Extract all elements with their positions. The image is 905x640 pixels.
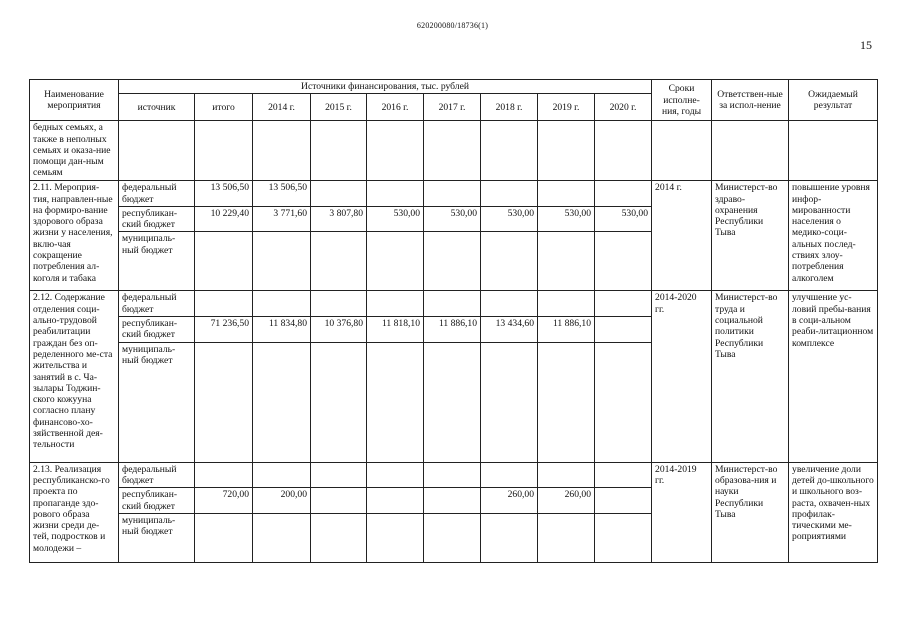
value-2017 (424, 462, 481, 488)
source-label: федеральный бюджет (119, 291, 195, 317)
measure-result: улучшение ус-ловий пребы-вания в соци-альном реаби-литационном комплексе (789, 291, 878, 462)
source-label: муниципаль-ный бюджет (119, 232, 195, 291)
value-2017: 11 886,10 (424, 317, 481, 343)
financing-table (29, 79, 878, 563)
measure-name: 2.12. Содержание отделения соци-ально-трудовой реабилитации граждан без оп-ределенного ме-ста жительства и занятий в с. Ча-зылары Тоджин-ского кожууна согласно плану финансово-хо-зяйственной дея-тельности (30, 291, 119, 462)
header-source: источник (119, 94, 195, 121)
value-2020 (595, 181, 652, 207)
value-2014: 11 834,80 (253, 317, 311, 343)
measure-responsible: Министерст-во труда и социальной политики Республики Тыва (712, 291, 789, 462)
value-2015: 10 376,80 (311, 317, 367, 343)
measure-term: 2014 г. (652, 181, 712, 291)
value-2017 (424, 181, 481, 207)
value-2015 (311, 232, 367, 291)
value-2014: 13 506,50 (253, 181, 311, 207)
value-2019 (538, 462, 595, 488)
value-2014 (253, 232, 311, 291)
header-result: Ожидаемый результат (789, 80, 878, 121)
value-2015 (311, 181, 367, 207)
value-2017 (424, 342, 481, 462)
value-2017 (424, 232, 481, 291)
value-2014 (253, 342, 311, 462)
measure-term: 2014-2020 гг. (652, 291, 712, 462)
measure-result: повышение уровня инфор-мированности населения о медико-соци-альных послед-ствиях злоу-потребления алкоголем (789, 181, 878, 291)
value-2019: 260,00 (538, 488, 595, 514)
value-2017 (424, 513, 481, 562)
header-year: 2019 г. (538, 94, 595, 121)
value-2014 (253, 291, 311, 317)
empty-cell (119, 121, 195, 181)
header-total: итого (195, 94, 253, 121)
empty-cell (538, 121, 595, 181)
value-2019: 11 886,10 (538, 317, 595, 343)
source-label: федеральный бюджет (119, 462, 195, 488)
table-row (30, 181, 878, 207)
value-2019: 530,00 (538, 206, 595, 232)
header-responsible: Ответствен-ные за испол-нение (712, 80, 789, 121)
value-2014 (253, 462, 311, 488)
value-total: 13 506,50 (195, 181, 253, 207)
empty-cell (424, 121, 481, 181)
value-2018: 530,00 (481, 206, 538, 232)
value-total (195, 232, 253, 291)
value-2014: 200,00 (253, 488, 311, 514)
table-row (30, 462, 878, 488)
value-total: 71 236,50 (195, 317, 253, 343)
header-financing: Источники финансирования, тыс. рублей (119, 80, 652, 94)
continuation-text: бедных семьях, а также в неполных семьях и оказа-ние помощи дан-ным семьям (30, 121, 119, 181)
value-2020 (595, 291, 652, 317)
header-term: Сроки исполне-ния, годы (652, 80, 712, 121)
value-2019 (538, 342, 595, 462)
value-total: 10 229,40 (195, 206, 253, 232)
measure-name: 2.11. Мероприя-тия, направлен-ные на формиро-вание здорового образа жизни у населения, вклю-чая сокращение потребления ал-коголя и табака (30, 181, 119, 291)
value-2019 (538, 291, 595, 317)
value-2016 (367, 488, 424, 514)
value-2014 (253, 513, 311, 562)
value-total (195, 462, 253, 488)
value-2018: 260,00 (481, 488, 538, 514)
value-2017 (424, 488, 481, 514)
empty-cell (311, 121, 367, 181)
empty-cell (367, 121, 424, 181)
value-2015 (311, 291, 367, 317)
measure-term: 2014-2019 гг. (652, 462, 712, 562)
source-label: муниципаль-ный бюджет (119, 342, 195, 462)
header-year: 2018 г. (481, 94, 538, 121)
header-year: 2017 г. (424, 94, 481, 121)
document-id: 620200080/18736(1) (416, 21, 489, 30)
value-2017: 530,00 (424, 206, 481, 232)
value-2020 (595, 342, 652, 462)
value-2014: 3 771,60 (253, 206, 311, 232)
value-2019 (538, 181, 595, 207)
value-2015 (311, 462, 367, 488)
continuation-row (30, 121, 878, 181)
value-2016 (367, 513, 424, 562)
value-2020 (595, 488, 652, 514)
source-label: федеральный бюджет (119, 181, 195, 207)
value-2016: 11 818,10 (367, 317, 424, 343)
value-2016 (367, 181, 424, 207)
value-2016 (367, 291, 424, 317)
value-2018 (481, 291, 538, 317)
empty-cell (595, 121, 652, 181)
value-2019 (538, 513, 595, 562)
header-year: 2014 г. (253, 94, 311, 121)
header-year: 2020 г. (595, 94, 652, 121)
value-2015: 3 807,80 (311, 206, 367, 232)
source-label: республикан-ский бюджет (119, 317, 195, 343)
value-total (195, 291, 253, 317)
value-2015 (311, 488, 367, 514)
value-2020 (595, 462, 652, 488)
measure-result: увеличение доли детей до-школьного и школьного воз-раста, охвачен-ных профилак-тическими ме-роприятиями (789, 462, 878, 562)
empty-cell (253, 121, 311, 181)
value-2018 (481, 232, 538, 291)
value-2016 (367, 232, 424, 291)
empty-cell (652, 121, 712, 181)
source-label: республикан-ский бюджет (119, 488, 195, 514)
header-year: 2015 г. (311, 94, 367, 121)
value-2020: 530,00 (595, 206, 652, 232)
value-total (195, 342, 253, 462)
value-2018: 13 434,60 (481, 317, 538, 343)
value-2018 (481, 342, 538, 462)
value-2016 (367, 462, 424, 488)
value-2015 (311, 513, 367, 562)
measure-responsible: Министерст-во образова-ния и науки Республики Тыва (712, 462, 789, 562)
header-name: Наименование мероприятия (30, 80, 119, 121)
value-2016 (367, 342, 424, 462)
empty-cell (712, 121, 789, 181)
value-2020 (595, 317, 652, 343)
empty-cell (195, 121, 253, 181)
table-row (30, 291, 878, 317)
value-2017 (424, 291, 481, 317)
value-total (195, 513, 253, 562)
empty-cell (481, 121, 538, 181)
page-number: 15 (860, 38, 872, 52)
value-2018 (481, 181, 538, 207)
value-2019 (538, 232, 595, 291)
source-label: муниципаль-ный бюджет (119, 513, 195, 562)
value-2018 (481, 513, 538, 562)
measure-responsible: Министерст-во здраво-охранения Республики Тыва (712, 181, 789, 291)
value-2020 (595, 232, 652, 291)
source-label: республикан-ский бюджет (119, 206, 195, 232)
measure-name: 2.13. Реализация республиканско-го проекта по пропаганде здо-рового образа жизни среди де-тей, подростков и молодежи – (30, 462, 119, 562)
value-total: 720,00 (195, 488, 253, 514)
value-2016: 530,00 (367, 206, 424, 232)
empty-cell (789, 121, 878, 181)
value-2015 (311, 342, 367, 462)
value-2020 (595, 513, 652, 562)
header-year: 2016 г. (367, 94, 424, 121)
value-2018 (481, 462, 538, 488)
